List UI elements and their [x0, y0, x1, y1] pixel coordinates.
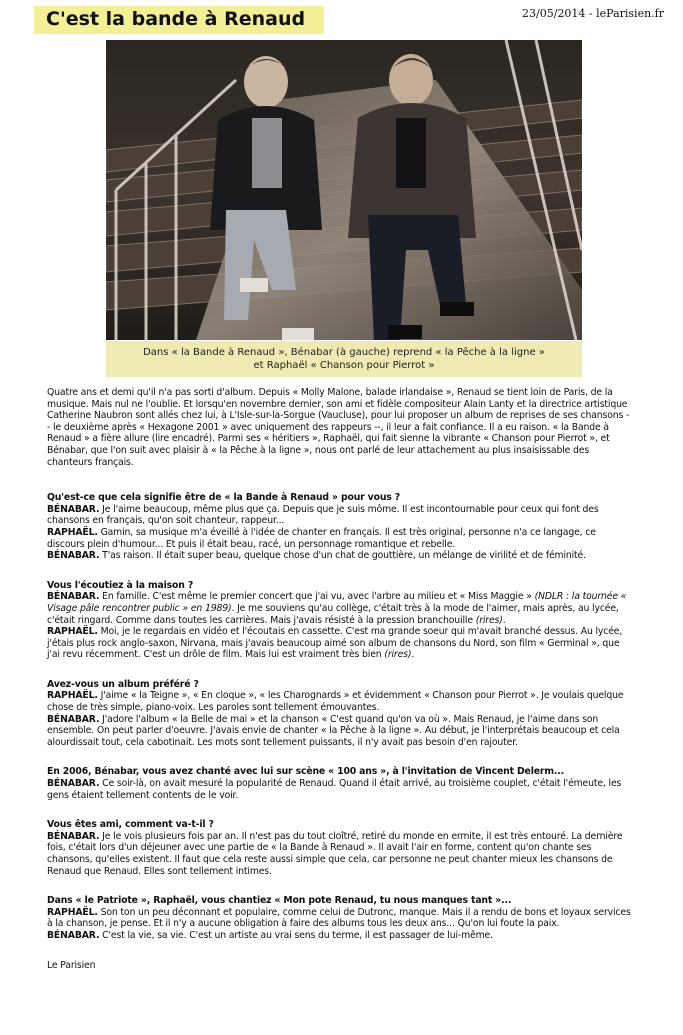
answer-text: . Je me souviens qu'au collège, c'était très à la mode de l'aimer, mais après, au lycée, c'était ringard. Comme dans toutes les carrières. Mais j'avais résisté à la pression branchouille: [47, 602, 619, 626]
speaker-name: BÉNABAR.: [47, 591, 100, 603]
answer-1-1: [47, 504, 632, 527]
caption-line-1: Dans « la Bande à Renaud », Bénabar (à gauche) reprend « la Pêche à la ligne »: [143, 347, 545, 358]
answer-6-1: [47, 907, 632, 930]
answer-text: Son ton un peu déconnant et populaire, comme celui de Dutronc, manque. Mais il a rendu de bons et loyaux services à la chanson, je pense. Et il n'y a aucune obligation à faire des albums tous les deux ans... Qu'on lui foute la paix.: [47, 906, 631, 930]
answer-4-1: [47, 778, 632, 801]
answer-text: Je le vois plusieurs fois par an. Il n'est pas du tout cloîtré, retiré du monde en ermite, il est très entouré. La dernière fois, c'était lors d'un déjeuner avec une partie de « la Bande à Renaud ». Il avait l'air en forme, content qu'on chante ses chansons, qu'elles existent. Il faut que cela reste aussi simple que cela, car personne ne peut chanter mieux les chansons de Renaud que Renaud. Elles sont tellement intimes.: [47, 830, 623, 877]
answer-text: Je l'aime beaucoup, même plus que ça. Depuis que je suis môme. Il est incontournable pour ceux qui font des chansons en français, qu'on soit chanteur, rappeur...: [47, 503, 599, 527]
speaker-name: BÉNABAR.: [47, 778, 100, 790]
answer-3-1: [47, 690, 632, 713]
answer-6-2: [47, 930, 632, 942]
speaker-name: BÉNABAR.: [47, 830, 100, 842]
article-body: [47, 387, 632, 971]
answer-text: Ce soir-là, on avait mesuré la popularité de Renaud. Quand il était arrivé, au troisième couplet, c'était l'émeute, les gens étaient tellement contents de le voir.: [47, 778, 622, 801]
editor-note: (NDLR : la tournée « Visage pâle rencontrer public » en 1989): [47, 591, 627, 614]
article-signoff: Le Parisien: [47, 959, 96, 971]
answer-3-2: [47, 714, 632, 749]
question-1: Qu'est-ce que cela signifie être de « la Bande à Renaud » pour vous ?: [47, 492, 401, 504]
speaker-name: BÉNABAR.: [47, 503, 100, 515]
answer-2-2: [47, 626, 632, 661]
caption-line-2: et Raphaël « Chanson pour Pierrot »: [253, 360, 435, 371]
laugh-note: (rires): [384, 649, 412, 661]
speaker-name: RAPHAËL.: [47, 626, 98, 638]
answer-text: .: [502, 614, 506, 626]
answer-text: T'as raison. Il était super beau, quelque chose d'un chat de gouttière, un mélange de virilité et de féminité.: [99, 550, 586, 562]
photo-caption: [106, 341, 582, 372]
speaker-name: RAPHAËL.: [47, 526, 98, 538]
speaker-name: RAPHAËL.: [47, 690, 98, 702]
stairs-photo-illustration: [106, 40, 582, 340]
qa-block-5: [47, 819, 632, 877]
qa-block-4: [47, 766, 632, 801]
qa-block-2: [47, 580, 632, 661]
answer-text: J'adore l'album « la Belle de mai » et la chanson « C'est quand qu'on va où ». Mais Renaud, je l'aime dans son ensemble. On peut parler d'oeuvre. J'avais envie de chanter « la Pêche à la ligne ». Au début, je l'interprétais beaucoup et cela alourdissait tout, cela cabotinait. Les mots sont tellement puissants, il n'y avait pas besoin d'en rajouter.: [47, 713, 620, 748]
article-intro: Quatre ans et demi qu'il n'a pas sorti d'album. Depuis « Molly Malone, balade irlandaise », Renaud se tient loin de Paris, de la musique. Mais nul ne l'oublie. Et lorsqu'en novembre dernier, son ami et fidèle compositeur Alain Lanty et la directrice artistique Catherine Naubron sont allés chez lui, à L'Isle-sur-la-Sorgue (Vaucluse), pour lui proposer un album de reprises de ses chansons -- le deuxième après « Hexagone 2001 » avec uniquement des rappeurs --, il leur a fait confiance. Il a eu raison. « la Bande à Renaud » a fière allure (lire encadré). Parmi ses « héritiers », Raphaël, qui fait sienne la vibrante « Chanson pour Pierrot », et Bénabar, que l'on suit avec plaisir à « la Pêche à la ligne », nous ont parlé de leur attachement au plus insaisissable des chanteurs français.: [47, 387, 630, 468]
answer-5-1: [47, 831, 632, 877]
speaker-name: RAPHAËL.: [47, 906, 98, 918]
answer-text: C'est la vie, sa vie. C'est un artiste au vrai sens du terme, il est passager de lui-même.: [99, 929, 493, 941]
answer-text: J'aime « la Teigne », « En cloque », « les Charognards » et évidemment « Chanson pour Pierrot ». Je voulais quelque chose de très simple, piano-voix. Les paroles sont tellement émouvantes.: [47, 690, 624, 714]
answer-text: Moi, je le regardais en vidéo et l'écoutais en cassette. C'est ma grande soeur qui m'avait branché dessus. Au lycée, j'étais plus rock anglo-saxon, Nirvana, mais j'avais beaucoup aimé son album de chansons du Nord, son film « Germinal », que j'ai revu récemment. C'est un drôle de film. Mais lui est vraiment très bien: [47, 626, 623, 661]
question-3: Avez-vous un album préféré ?: [47, 678, 199, 690]
article-title: C'est la bande à Renaud: [46, 8, 306, 30]
answer-text: En famille. C'est même le premier concert que j'ai vu, avec l'arbre au milieu et « Miss Maggie »: [99, 591, 535, 603]
qa-block-3: [47, 679, 632, 749]
question-6: Dans « le Patriote », Raphaël, vous chantiez « Mon pote Renaud, tu nous manques tant »...: [47, 895, 512, 907]
answer-1-2: [47, 527, 632, 550]
speaker-name: BÉNABAR.: [47, 929, 100, 941]
laugh-note: (rires): [475, 614, 503, 626]
qa-block-6: [47, 895, 632, 941]
question-5: Vous êtes ami, comment va-t-il ?: [47, 819, 214, 831]
source-dateline: 23/05/2014 - leParisien.fr: [522, 7, 664, 20]
headline-box: [34, 6, 324, 34]
answer-1-3: [47, 550, 632, 562]
article-photo: [106, 40, 582, 340]
answer-text: Gamin, sa musique m'a éveillé à l'idée de chanter en français. Il est très original, personne n'a ce langage, ce discours plein d'humour... Et puis il était beau, racé, un personnage romantique et rebelle.: [47, 526, 596, 550]
speaker-name: BÉNABAR.: [47, 550, 100, 562]
qa-block-1: [47, 492, 632, 562]
answer-2-1: [47, 591, 632, 626]
question-4: En 2006, Bénabar, vous avez chanté avec lui sur scène « 100 ans », à l'invitation de Vincent Delerm...: [47, 766, 565, 778]
photo-caption-box: [106, 341, 582, 377]
answer-text: .: [411, 649, 415, 661]
question-2: Vous l'écoutiez à la maison ?: [47, 579, 194, 591]
speaker-name: BÉNABAR.: [47, 713, 100, 725]
